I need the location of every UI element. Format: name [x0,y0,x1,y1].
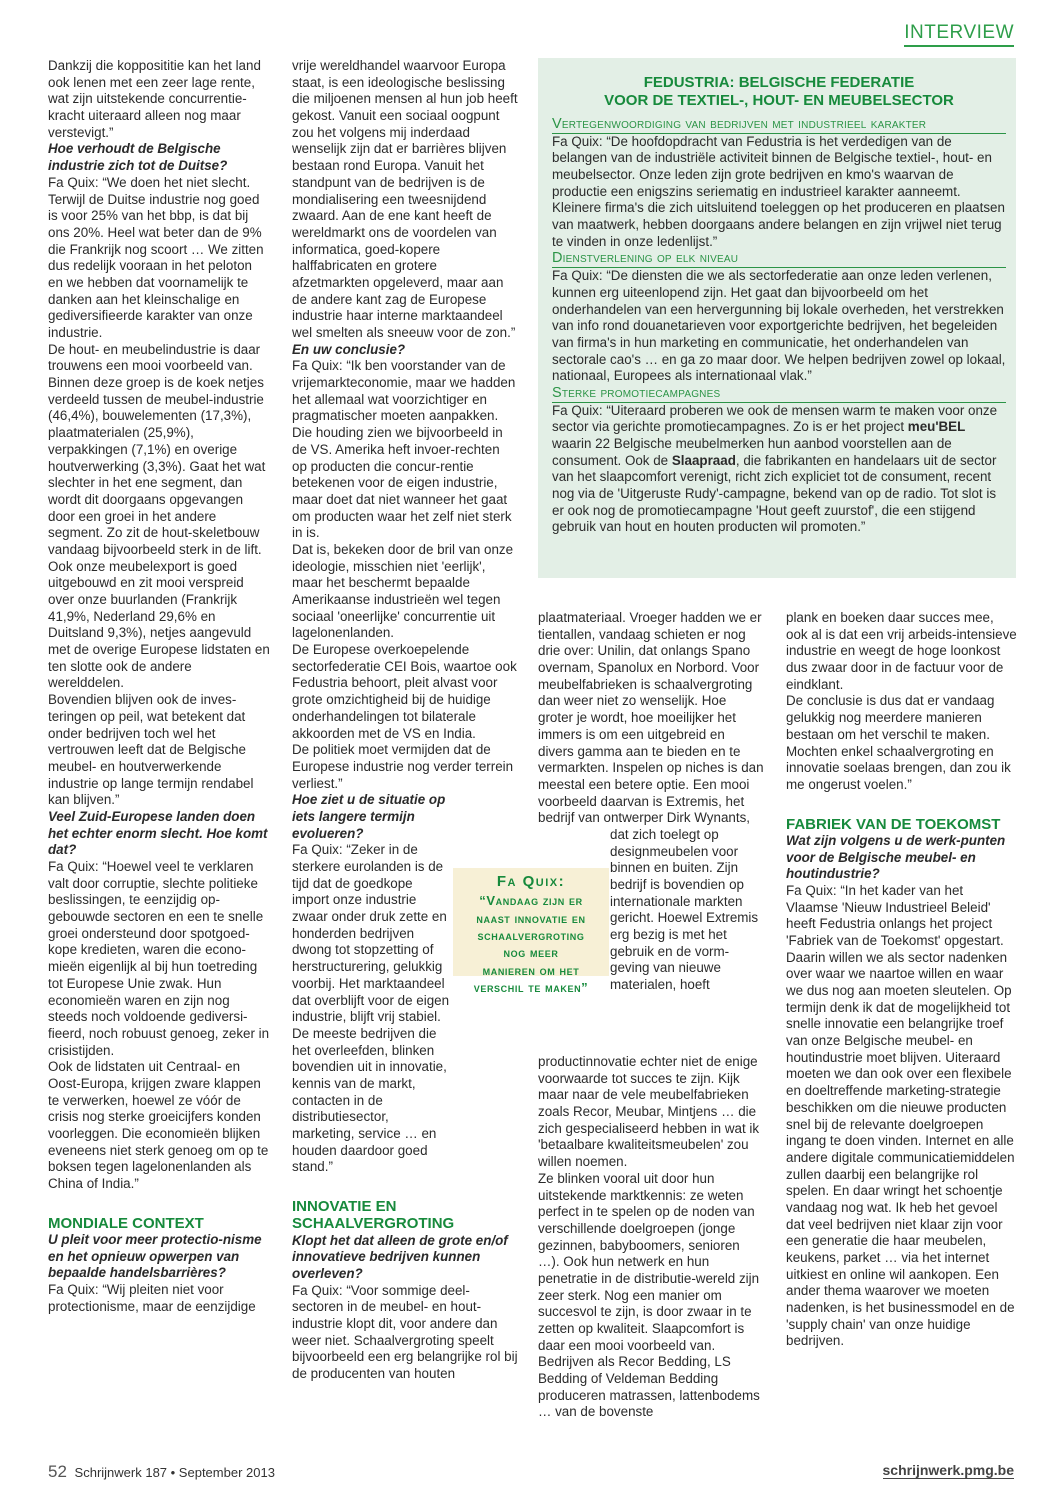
paragraph: Die houding zien we bijvoorbeeld in de VS. Amerika heft invoer-rechten op producten die concur-rentie betekenen voor de eigen industrie, maar doet dat niet wanneer het gaat om producten waar het zelf niet sterk in is. [292,425,512,541]
paragraph: dat zich toelegt op designmeubelen voor binnen en buiten. Zijn bedrijf is bovendien op internationale markten gericht. Hoewel Extremis erg bezig is met het gebruik en de vorm-geving van nieuwe materialen, hoeft [610,826,759,993]
paragraph: Fa Quix: “In het kader van het Vlaamse 'Nieuw Industrieel Beleid' heeft Fedustria onlangs het project 'Fabriek van de Toekomst' opgestart. Daarin willen we als sector nadenken over waar we naartoe willen en waar we dus nog aan moeten sleutelen. Op termijn denk ik dat de mogelijkheid tot snelle innovatie een belangrijke troef van onze Belgische meubel- en houtindustrie moet blijven. Uiteraard moeten we dan ook over een flexibele en doeltreffende marketing-strategie beschikken om die nieuwe producten snel bij de relevante doelgroepen ingang te doen vinden. Internet en alle andere digitale communicatiemiddelen zullen daarbij een belangrijke rol spelen. En daar wringt het schoentje vandaag nog wat. Ik heb het gevoel dat veel bedrijven niet klaar zijn voor een generatie die haar meubelen, keukens, parket … via het internet uitkiest en online wil aankopen. Een ander thema waarover we moeten nadenken, is het businessmodel en de 'supply chain' van onze huidige bedrijven. [786,882,1015,1349]
section-heading: INNOVATIE EN SCHAALVERGROTING [292,1198,455,1233]
pull-quote-speaker: Fa Quix: [496,873,566,890]
sidebar-paragraph: Fa Quix: “De diensten die we als sectorfederatie aan onze leden verlenen, kunnen erg uiteenlopend zijn. Het gaat dan bijvoorbeeld om het onderhandelen van een hervergunning bij lokale overheden, het verstrekken van info rond douanetarieven voor exportgerichte bedrijven, het begeleiden van firma's in hun marketing en communicatie, het onderhandelen van sectorale cao's … en ga zo maar door. We helpen bedrijven zowel op lokaal, nationaal, Europees als internationaal vlak.” [552,268,1006,384]
paragraph: Ook onze meubelexport is goed uitgebouwd en zit mooi verspreid over onze buurlanden (Frankrijk 41,9%, Nederland 29,6% en Duitsland 9,3%), netjes aangevuld met de overige Europese lidstaten en ten slotte ook de andere werelddelen. [48,558,270,691]
sidebar-title [552,74,1006,110]
website-link[interactable]: schrijnwerk.pmg.be [882,1462,1014,1478]
fedustria-sidebar [538,58,1016,578]
paragraph: vrije wereldhandel waarvoor Europa staat, is een ideologische beslissing die miljoenen mensen al hun job heeft gekost. Vanuit een sociaal oogpunt zou het volgens mij inderdaad wenselijk zijn dat er barrières blijven bestaan rond Europa. Vanuit het standpunt van de bedrijven is de mondialisering een tweesnijdend zwaard. Aan de ene kant heeft de wereldmarkt ons de voordelen van informatica, goed-kopere halffabricaten en grotere afzetmarkten opgeleverd, maar aan de andere kant zag de Europese industrie haar interne marktaandeel wel smelten als sneeuw voor de zon.” [292,58,518,340]
article-column-2 [292,58,518,1450]
paragraph: De hout- en meubelindustrie is daar trouwens een mooi voorbeeld van. [48,341,261,374]
sidebar-subheading: Dienstverlening op elk niveau [552,250,1006,268]
paragraph: Dat is, bekeken door de bril van onze ideologie, misschien niet 'eerlijk', maar het beschermt bepaalde Amerikaanse industrieën wel tegen sociaal 'oneerlijke' concurrentie uit lagelonenlanden. [292,541,514,641]
issue-info: Schrijnwerk 187 • September 2013 [74,1465,275,1480]
paragraph: De conclusie is dus dat er vandaag gelukkig nog meerdere manieren bestaan om het verschil te maken. Mochten enkel schaalvergroting en innovatie soelaas brengen, dan zou ik me ongerust voelen.” [786,693,1011,792]
interview-question: Klopt het dat alleen de grote en/of innovatieve bedrijven kunnen overleven? [292,1232,508,1281]
sidebar-paragraph [552,403,1006,537]
pull-quote-line: schaalvergroting [477,927,585,943]
sidebar-subheading: Sterke promotiecampagnes [552,385,1006,403]
text-run: waarin 22 Belgische meubelmerken hun aanbod voorstellen aan de consument. Ook de [552,436,952,468]
paragraph: productinnovatie echter niet de enige voorwaarde tot succes te zijn. Kijk maar naar de vele meubelfabrieken zoals Recor, Meubar, Mintjens … die zich gespecialiseerd hebben in wat ik 'betaalbare kwaliteitsmeubelen' zou willen noemen. [538,1054,760,1170]
sidebar-paragraph: Fa Quix: “De hoofdopdracht van Fedustria is het verdedigen van de belangen van de industriële activiteit binnen de Belgische textiel-, hout- en meubelsector. Onze leden zijn grote bedrijven en kmo's waarvan de productie een enigszins seriematig en industrieel karakter aanneemt. Kleinere firma's die zich uitsluitend toeleggen op het produceren en plaatsen van maatwerk, hebben doorgaans andere belangen en zijn vrijwel niet terug te vinden in onze ledenlijst.” [552,133,1005,249]
paragraph: plank en boeken daar succes mee, ook al is dat een vrij arbeids-intensieve industrie en weegt de hoge loonkost dus zwaar door in de factuur voor de eindklant. [786,610,1017,692]
paragraph: Fa Quix: “Wij pleiten niet voor protectionisme, maar de eenzijdige [48,1282,256,1314]
paragraph: De Europese overkoepelende sectorfederatie CEI Bois, waartoe ook Fedustria behoort, pleit alvast voor grote omzichtigheid bij de huidige onderhandelingen tot bilaterale akkoorden met de VS en India. [292,642,517,741]
pull-quote-line: manieren om het [482,962,580,978]
interview-question: Veel Zuid-Europese landen doen het echter enorm slecht. Hoe komt dat? [48,808,268,858]
paragraph: Fa Quix: “Zeker in de sterkere eurolanden is de tijd dat de goedkope import onze industrie zwaar onder druk zette en honderden bedrijven dwong tot stopzetting of herstructurering, gelukkig voorbij. Het marktaandeel dat overblijft voor de eigen industrie, blijft vrij stabiel. De meeste bedrijven die het overleefden, blinken bovendien uit in innovatie, kennis van de markt, contacten in de distributiesector, marketing, service … en houden daardoor goed stand.” [292,842,450,1175]
interview-question: Hoe ziet u de situatie op iets langere termijn evolueren? [292,792,446,841]
brand-name: meu'BEL [907,419,966,435]
article-column-1 [48,58,270,1450]
interview-question: En uw conclusie? [292,341,406,357]
paragraph: Ze blinken vooral uit door hun uitstekende marktkennis: ze weten perfect in te spelen op de noden van verschillende doelgroepen (jonge gezinnen, babyboomers, senioren …). Ook hun netwerk en hun penetratie in de distributie-wereld zijn zeer sterk. Nog een manier om succesvol te zijn, is door zwaar in te zetten op kwaliteit. Slaapcomfort is daar een mooi voorbeeld van. Bedrijven als Recor Bedding, LS Bedding of Veldeman Bedding produceren matrassen, lattenbodems … van de bovenste [538,1170,760,1420]
interview-question: U pleit voor meer protectio-nisme en het opnieuw opwerpen van bepaalde handelsbarrières? [48,1232,262,1281]
paragraph: Fa Quix: “Voor sommige deel-sectoren in de meubel- en hout-industrie klopt dit, voor andere dan weer niet. Schaalvergroting speelt bijvoorbeeld een erg belangrijke rol bij de producenten van houten [292,1282,518,1382]
paragraph: Fa Quix: “Ik ben voorstander van de vrijemarkteconomie, maar we hadden het allemaal wat voorzichtiger en pragmatischer moeten aanpakken. [292,358,516,424]
sidebar-title-line: FEDUSTRIA: BELGISCHE FEDERATIE [643,74,915,91]
paragraph: Dankzij die kopposititie kan het land ook lenen met een zeer lage rente, wat zijn uitstekende concurrentie-kracht uiteraard alleen nog maar verstevigt.” [48,58,261,140]
section-heading: FABRIEK VAN DE TOEKOMST [786,815,1001,833]
section-tag: INTERVIEW [904,22,1014,47]
page-number: 52 [48,1462,67,1481]
pull-quote-line: “Vandaag zijn er [479,893,583,909]
paragraph: Fa Quix: “Hoewel veel te verklaren valt door corruptie, slechte politieke beslissingen, te eenzijdig op-gebouwde sectoren en een te snelle groei ondersteund door spotgoed-kope kredieten, waren die econo-mieën eigenlijk al bij hun toetreding tot Europese Unie zwak. Hun economieën waren en zijn nog steeds noch voldoende gediversi-fieerd, noch robuust genoeg, zeker in crisistijden. [48,859,270,1058]
paragraph: Binnen deze groep is de koek netjes verdeeld tussen de meubel-industrie (46,4%), bouwelementen (17,3%), plaatmaterialen (25,9%), verpakkingen (7,1%) en overige houtverwerking (3,3%). Gaat het wat slechter in het ene segment, dan wordt dit doorgaans opgevangen door een groei in het andere segment. Zo zit de hout-skeletbouw vandaag bijvoorbeeld sterk in de lift. [48,375,266,557]
paragraph: De politiek moet vermijden dat de Europese industrie nog verder terrein verliest.” [292,742,514,791]
article-column-3-continued [538,1054,764,1450]
interview-question: Wat zijn volgens u de werk-punten voor de Belgische meubel- en houtindustrie? [786,832,1006,882]
section-heading: MONDIALE CONTEXT [48,1214,204,1232]
pull-quote-line: nog meer [503,945,559,961]
article-column-3 [538,610,764,1050]
text-run: , die fabrikanten en handelaars uit de sector van het slaapcomfort verenigt, richt zich expliciet tot de consument, recent nog via de 'Uitgeruste Rudy'-campagne, bekend van op de radio. Tot slot is er ook nog de promotiecampagne 'Hout geeft zuurstof', die een stijgend gebruik van hout en houten producten wil promoten.” [552,452,997,535]
sidebar-subheading: Vertegenwoordiging van bedrijven met industrieel karakter [552,116,1006,134]
interview-question: Hoe verhoudt de Belgische industrie zich tot de Duitse? [48,141,228,174]
paragraph: Ook de lidstaten uit Centraal- en Oost-Europa, krijgen zware klappen te verwerken, hoewel ze vóór de crisis nog sterke groeicijfers konden voorleggen. Die economieën blijken eveneens niet sterk genoeg om op te boksen tegen lagelonenlanden als China of India.” [48,1059,269,1192]
paragraph: Bovendien blijven ook de inves-teringen op peil, wat betekent dat onder bedrijven toch wel het vertrouwen leeft dat de Belgische meubel- en houtverwerkende industrie op lange termijn rendabel kan blijven.” [48,692,254,808]
article-column-4 [786,610,1018,1450]
text-run: Fa Quix: “Uiteraard proberen we ook de mensen warm te maken voor onze sector via gerichte promotiecampagnes. Zo is er het project [552,402,998,435]
pull-quote-line: verschil te maken” [473,980,589,996]
paragraph: plaatmateriaal. Vroeger hadden we er tientallen, vandaag schieten er nog drie over: Unilin, dat onlangs Spano overnam, Spanolux en Norbord. Voor meubelfabrieken is schaalvergroting dan weer niet zo wenselijk. Hoe groter je wordt, hoe moeilijker het immers is om een uitgebreid en divers gamma aan te bieden en te vermarkten. Inspelen op niches is dan meestal een betere optie. Een mooi voorbeeld daarvan is Extremis, het bedrijf van ontwerper Dirk Wynants, [538,610,764,826]
brand-name: Slaapraad [671,452,736,468]
pull-quote-line: naast innovatie en [476,910,586,926]
page-footer [48,1462,275,1482]
sidebar-title-line: VOOR DE TEXTIEL-, HOUT- EN MEUBELSECTOR [604,92,954,109]
paragraph: Fa Quix: “We doen het niet slecht. Terwijl de Duitse industrie nog goed is voor 25% van het bbp, is dat bij ons 20%. Heel wat beter dan de 9% die Frankrijk nog scoort … We zitten dus redelijk vooraan in het peloton en we hebben dat voornamelijk te danken aan het kleinschalige en gediversifieerde karakter van onze industrie. [48,174,264,340]
